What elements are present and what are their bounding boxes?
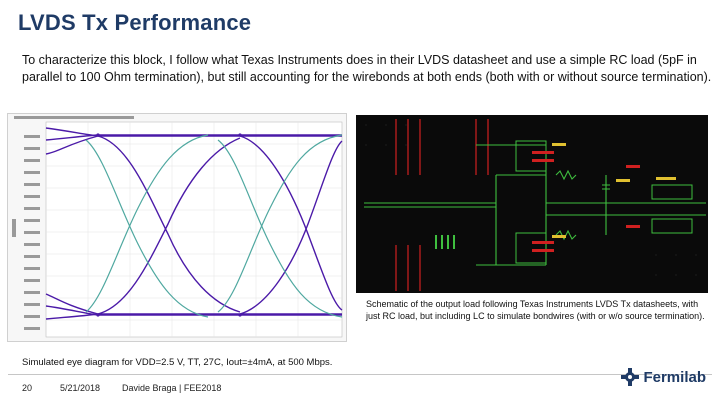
- eye-diagram-panel: [7, 113, 347, 342]
- footer-author-event: Davide Braga | FEE2018: [122, 383, 222, 393]
- page-number: 20: [22, 383, 33, 393]
- slide-title: LVDS Tx Performance: [18, 10, 252, 35]
- footer-date: 5/21/2018: [60, 383, 101, 393]
- schematic-caption: Schematic of the output load following Texas Instruments LVDS Tx datasheets, with just RC load, but including LC to simulate bondwires (with or w/o source termination).: [366, 299, 705, 321]
- fermilab-logo-text: Fermilab: [643, 368, 706, 386]
- schematic-panel: [356, 115, 708, 293]
- fermilab-logo: [621, 368, 706, 386]
- intro-paragraph: To characterize this block, I follow what Texas Instruments does in their LVDS datasheet and use a simple RC load (5pF in parallel to 100 Ohm termination), but still accounting for the wirebonds at both ends (both with or without source termination).: [22, 53, 712, 84]
- fermilab-logo-icon: [621, 368, 639, 386]
- footer-divider: [8, 374, 712, 375]
- schematic-image: [356, 115, 708, 293]
- eye-diagram-plot: [8, 114, 346, 341]
- eye-diagram-caption: Simulated eye diagram for VDD=2.5 V, TT, 27C, Iout=±4mA, at 500 Mbps.: [22, 357, 333, 368]
